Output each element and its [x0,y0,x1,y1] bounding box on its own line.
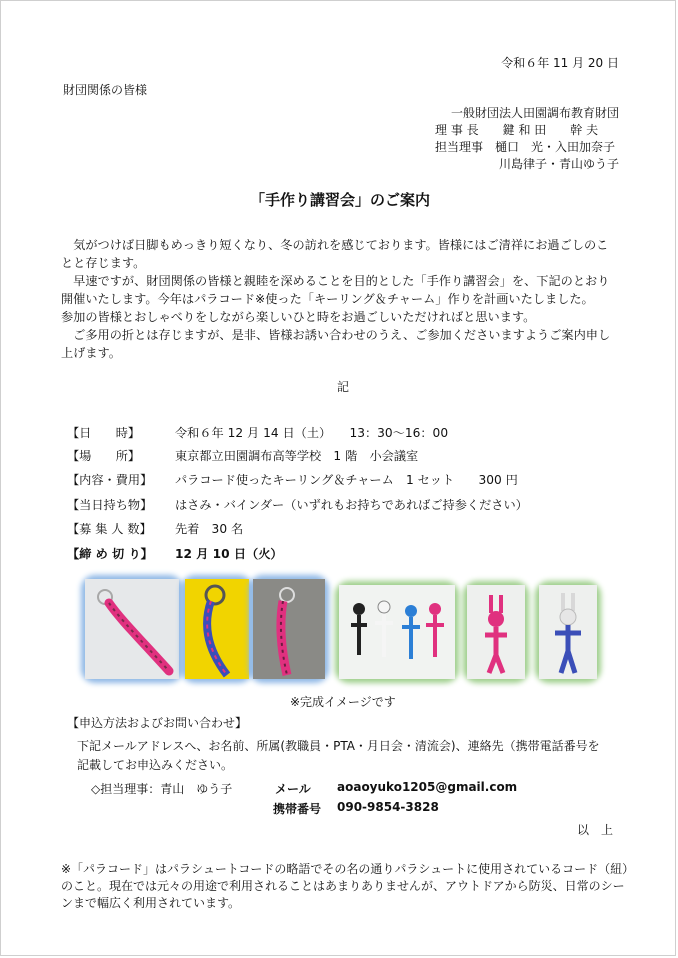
footnote-line: のこと。現在では元々の用途で利用されることはあまりありませんが、アウトドアから防災、日常のシー [61,879,625,893]
detail-value: はさみ・バインダー（いずれもお持ちであればご持参ください） [175,498,528,512]
addressee: 財団関係の皆様 [63,83,148,97]
detail-label: 【締 め 切 り】 [67,547,153,561]
detail-label: 【募 集 人 数】 [67,522,152,536]
detail-value: 先着 30 名 [175,522,244,536]
mail-label: メール [275,782,311,796]
photo-pink-rabbit [467,585,525,679]
detail-label: 【内容・費用】 [67,473,153,487]
charm-figures-image [339,585,455,679]
detail-label: 【日 時】 [67,426,141,440]
sender-organization: 一般財団法人田園調布教育財団 [450,106,619,120]
detail-value: パラコード使ったキーリング＆チャーム 1 セット 300 円 [175,473,518,487]
detail-value: 東京都立田園調布高等学校 1 階 小会議室 [175,449,419,463]
mail-address-link[interactable]: aoaoyuko1205@gmail.com [337,780,518,794]
sender-officers-1: 担当理事 樋口 光・入田加奈子 [435,140,616,154]
contact-text-1: 下記メールアドレスへ、お名前、所属(教職員・PTA・月日会・清流会)、連絡先（携帯電話番号を [77,739,600,753]
pink-keyring-image [85,579,179,679]
pink-rabbit-image [467,585,525,679]
photo-caption: ※完成イメージです [290,695,396,709]
contact-text-2: 記載してお申込みください。 [77,758,234,772]
footnote-line: ※「パラコード」はパラシュートコードの略語でその名の通りパラシュートに使用されているコード（紐） [61,862,635,876]
blue-rabbit-image [539,585,597,679]
footnote [61,861,634,912]
phone-number: 090-9854-3828 [337,800,439,814]
body-paragraph: 気がつけば日脚もめっきり短くなり、冬の訪れを感じております。皆様にはご清祥にお過ごしのこ [61,238,609,252]
sender-officers-2: 川島律子・青山ゆう子 [498,157,619,171]
photo-blue-keyring [185,579,249,679]
detail-value: 令和６年 12 月 14 日（土） 13：30～16：00 [175,426,449,440]
body-paragraph: 上げます。 [61,346,121,360]
body-paragraph: ご多用の折とは存じますが、是非、皆様お誘い合わせのうえ、ご参加くださいますようご案内申し [61,328,611,342]
body-paragraph: 参加の皆様とおしゃべりをしながら楽しいひと時をお過ごしいただければと思います。 [61,310,536,324]
body-paragraph: 早速ですが、財団関係の皆様と親睦を深めることを目的とした「手作り講習会」を、下記のとおり [61,274,610,288]
product-photos [81,579,611,687]
pink-keyring-2-image [253,579,325,679]
photo-blue-rabbit [539,585,597,679]
photo-charm-figures [339,585,455,679]
detail-value: 12 月 10 日（火） [175,547,283,561]
footnote-line: ンまで幅広く利用されています。 [61,896,241,910]
document-date: 令和６年 11 月 20 日 [501,56,619,70]
sender-chair: 理 事 長 鍵 和 田 幹 夫 [435,123,599,137]
body-paragraph: 開催いたします。今年はパラコード※使った「キーリング＆チャーム」作りを計画いたしました。 [61,292,594,306]
photo-pink-keyring [85,579,179,679]
detail-label: 【場 所】 [67,449,141,463]
blue-keyring-image [185,579,249,679]
phone-label: 携帯番号 [273,802,322,816]
contact-heading: 【申込方法およびお問い合わせ】 [67,716,248,730]
letter-body [61,236,627,362]
detail-label: 【当日持ち物】 [67,498,153,512]
closing-mark: 以 上 [576,823,613,837]
page-title: 「手作り講習会」のご案内 [249,191,430,209]
ki-mark: 記 [337,380,350,394]
photo-pink-keyring-2 [253,579,325,679]
contact-person: ◇担当理事：青山 ゆう子 [91,782,233,796]
body-paragraph: とと存じます。 [61,256,146,270]
